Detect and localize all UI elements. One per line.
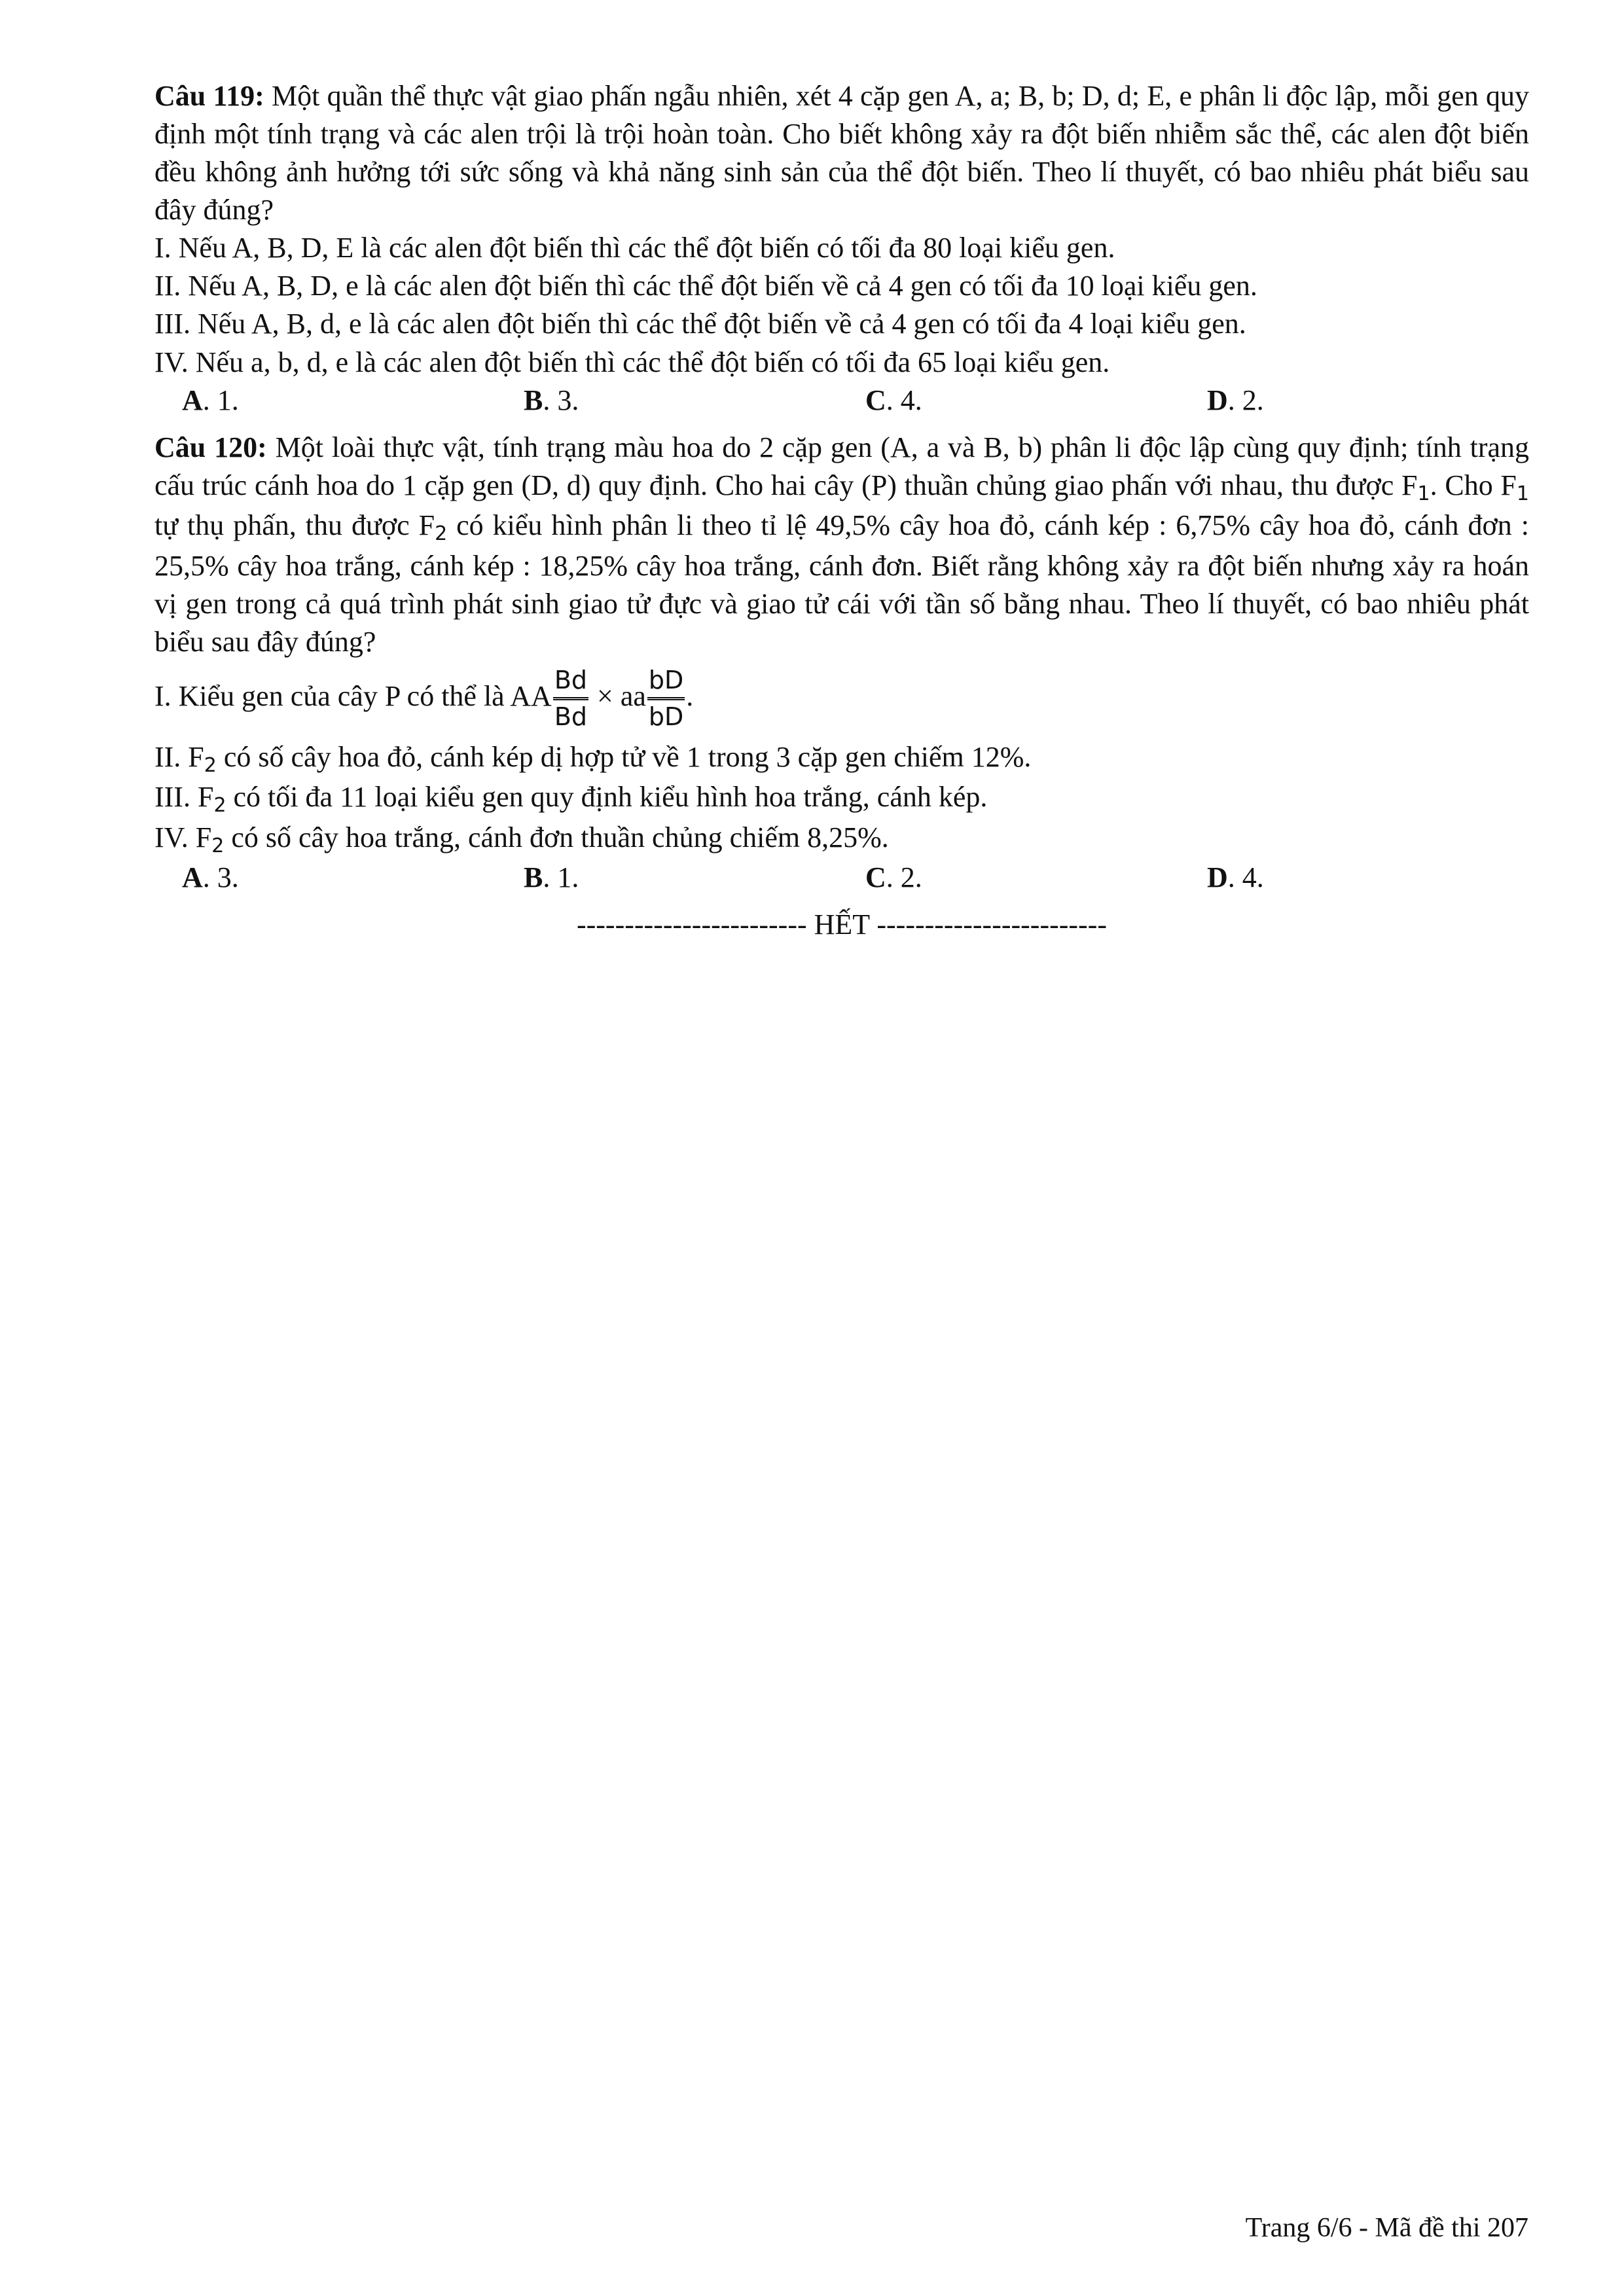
question-119-label: Câu 119: <box>154 80 264 112</box>
question-120-label: Câu 120: <box>154 431 267 463</box>
subscript: 2 <box>204 753 217 777</box>
question-120 <box>154 429 1529 897</box>
statement-prefix: III. F <box>154 781 214 814</box>
answer-letter: D <box>1207 384 1228 416</box>
answer-letter: C <box>865 384 886 416</box>
end-marker: ------------------------ HẾT ------------------------ <box>576 908 1108 941</box>
answer-letter: C <box>865 861 886 894</box>
exam-page <box>154 77 1529 944</box>
answer-option <box>154 382 496 420</box>
question-120-answers <box>154 859 1529 897</box>
genotype-fraction <box>553 666 588 731</box>
answer-value: . 3. <box>543 384 579 416</box>
subscript: 2 <box>211 834 225 857</box>
answer-option <box>1180 859 1521 897</box>
question-120-statement-3 <box>154 778 1529 819</box>
statement-text: có số cây hoa đỏ, cánh kép dị hợp tử về 1 trong 3 cặp gen chiếm 12%. <box>216 740 1032 773</box>
question-120-text-d: có kiểu hình phân li theo tỉ lệ 49,5% cây hoa đỏ, cánh kép : 6,75% cây hoa đỏ, cánh đơn : 25,5% cây hoa trắng, cánh kép : 18,25% cây hoa trắng, cánh đơn. Biết rằng không xảy ra đột biến nhưng xảy ra hoán vị gen trong cả quá trình phát sinh giao tử đực và giao tử cái với tần số bằng nhau. Theo lí thuyết, có bao nhiêu phát biểu sau đây đúng? <box>154 509 1529 658</box>
answer-letter: A <box>182 384 203 416</box>
question-119-stem <box>154 77 1529 229</box>
question-119-answers <box>154 382 1529 420</box>
answer-value: . 3. <box>202 861 239 894</box>
statement-prefix: II. F <box>154 740 204 773</box>
answer-option <box>154 859 496 897</box>
subscript: 2 <box>213 794 226 817</box>
answer-value: . 1. <box>543 861 579 894</box>
question-119-text: Một quần thể thực vật giao phấn ngẫu nhiên, xét 4 cặp gen A, a; B, b; D, d; E, e phân li độc lập, mỗi gen quy định một tính trạng và các alen trội là trội hoàn toàn. Cho biết không xảy ra đột biến nhiễm sắc thể, các alen đột biến đều không ảnh hưởng tới sức sống và khả năng sinh sản của thể đột biến. Theo lí thuyết, có bao nhiêu phát biểu sau đây đúng? <box>154 80 1529 226</box>
answer-option <box>496 859 838 897</box>
fraction-denominator: bD <box>648 702 684 731</box>
answer-value: . 4. <box>886 384 922 416</box>
subscript: 2 <box>435 522 448 546</box>
times-operator: × aa <box>590 679 646 712</box>
page-footer: Trang 6/6 - Mã đề thi 207 <box>1245 2213 1528 2243</box>
question-119-statement-1: I. Nếu A, B, D, E là các alen đột biến thì các thể đột biến có tối đa 80 loại kiểu gen. <box>154 232 1115 264</box>
answer-letter: D <box>1207 861 1228 894</box>
statement-prefix: IV. F <box>154 821 212 853</box>
question-120-text-b: . Cho F <box>1430 469 1517 501</box>
answer-letter: B <box>524 861 543 894</box>
question-120-text-c: tự thụ phấn, thu được F <box>154 509 435 542</box>
question-119-statement-3: III. Nếu A, B, d, e là các alen đột biến thì các thể đột biến về cả 4 gen có tối đa 4 loại kiểu gen. <box>154 308 1246 340</box>
answer-option <box>496 382 838 420</box>
question-120-statement-2 <box>154 738 1529 779</box>
statement-prefix: I. Kiểu gen của cây P có thể là AA <box>154 679 552 712</box>
answer-option <box>838 382 1180 420</box>
question-119-statement-4: IV. Nếu a, b, d, e là các alen đột biến thì các thể đột biến có tối đa 65 loại kiểu gen. <box>154 346 1110 378</box>
fraction-denominator: Bd <box>554 702 588 731</box>
subscript: 1 <box>1417 482 1430 505</box>
answer-value: . 2. <box>886 861 922 894</box>
question-120-text-a: Một loài thực vật, tính trạng màu hoa do 2 cặp gen (A, a và B, b) phân li độc lập cùng quy định; tính trạng cấu trúc cánh hoa do 1 cặp gen (D, d) quy định. Cho hai cây (P) thuần chủng giao phấn với nhau, thu được F <box>154 431 1529 501</box>
genotype-fraction <box>647 666 685 731</box>
question-120-statement-1 <box>154 666 1529 731</box>
fraction-numerator: Bd <box>553 666 588 700</box>
answer-letter: A <box>182 861 203 894</box>
subscript: 1 <box>1516 482 1529 505</box>
fraction-numerator: bD <box>647 666 685 700</box>
answer-value: . 2. <box>1227 384 1264 416</box>
statement-text: có tối đa 11 loại kiểu gen quy định kiểu hình hoa trắng, cánh kép. <box>226 781 988 814</box>
answer-value: . 1. <box>202 384 239 416</box>
answer-option <box>1180 382 1521 420</box>
statement-end: . <box>686 679 694 712</box>
answer-value: . 4. <box>1227 861 1264 894</box>
question-120-stem <box>154 429 1529 662</box>
statement-text: có số cây hoa trắng, cánh đơn thuần chủng chiếm 8,25%. <box>224 821 889 853</box>
answer-option <box>838 859 1180 897</box>
question-119 <box>154 77 1529 420</box>
answer-letter: B <box>524 384 543 416</box>
question-119-statement-2: II. Nếu A, B, D, e là các alen đột biến thì các thể đột biến về cả 4 gen có tối đa 10 loại kiểu gen. <box>154 270 1257 302</box>
question-120-statement-4 <box>154 819 1529 859</box>
